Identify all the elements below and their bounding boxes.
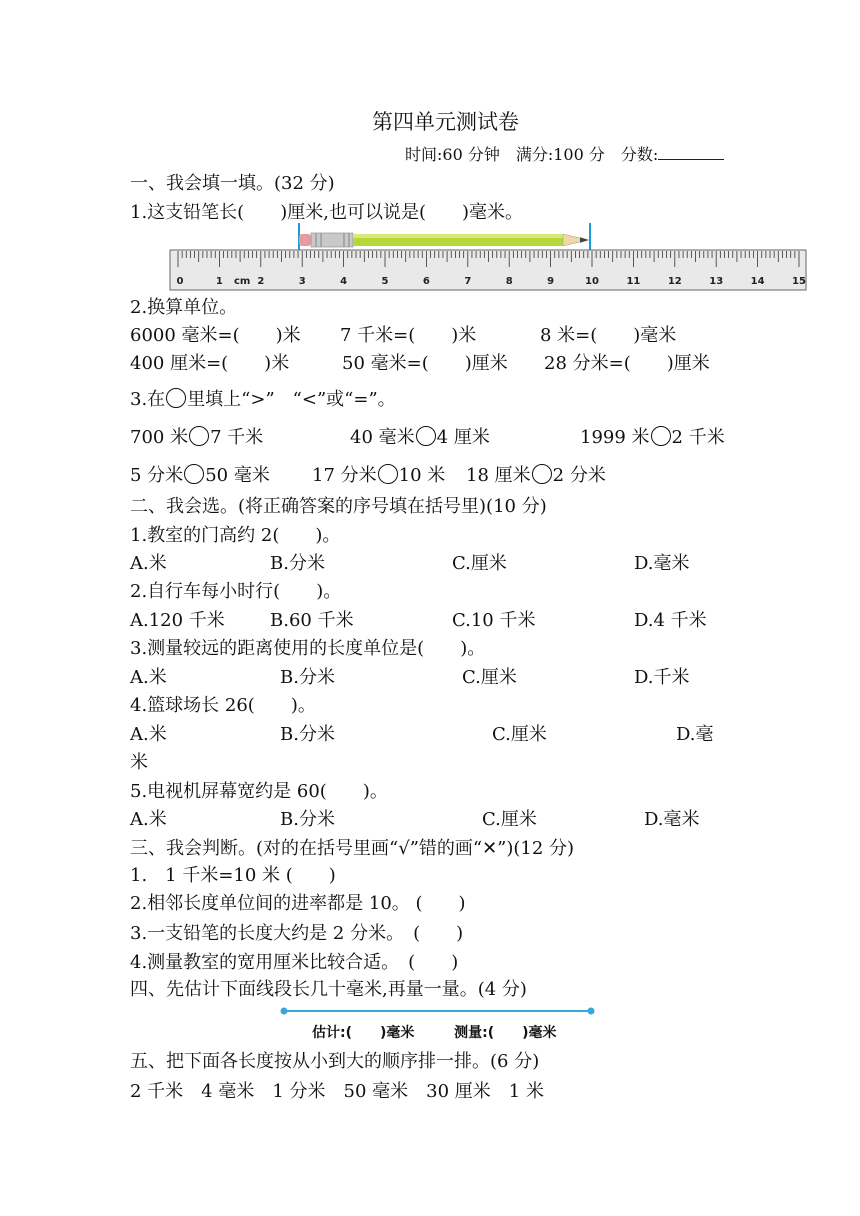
s1-question-3 — [130, 388, 396, 412]
s2-q4-option-b[interactable]: B.分米 — [280, 724, 335, 745]
compare-circle[interactable] — [184, 464, 204, 484]
s2-q2-option-d[interactable]: D.4 千米 — [634, 610, 707, 631]
ruler-number: 4 — [340, 276, 348, 287]
score-blank[interactable] — [658, 145, 724, 160]
cmp-3 — [580, 426, 725, 450]
ruler-number: 12 — [667, 276, 682, 287]
segment-answer-line — [312, 1022, 557, 1042]
s2-q4-option-c[interactable]: C.厘米 — [492, 724, 547, 745]
s1-question-2: 2.换算单位。 — [130, 297, 238, 318]
s2-q5-option-b[interactable]: B.分米 — [280, 809, 335, 830]
conv-6: 28 分米=( )厘米 — [544, 353, 710, 374]
section-3-heading: 三、我会判断。(对的在括号里画“√”错的画“✕”)(12 分) — [130, 838, 575, 859]
ruler-number: 10 — [585, 276, 599, 287]
cmp-left: 17 分米 — [312, 465, 377, 486]
line-segment — [278, 1004, 598, 1018]
ruler-number: 5 — [381, 276, 389, 287]
cmp-left: 40 毫米 — [350, 427, 415, 448]
s2-q3-option-b[interactable]: B.分米 — [280, 667, 335, 688]
conv-4: 400 厘米=( )米 — [130, 353, 290, 374]
measure-label: 测量:( )毫米 — [454, 1025, 557, 1041]
s2-q4-option-d-wrap: 米 — [130, 752, 148, 773]
cmp-right: 4 厘米 — [436, 427, 490, 448]
ruler-number: 2 — [257, 276, 265, 287]
s2-question-2: 2.自行车每小时行( )。 — [130, 581, 342, 602]
ruler-number: 0 — [176, 276, 184, 287]
section-4-heading: 四、先估计下面线段长几十毫米,再量一量。(4 分) — [130, 979, 527, 1000]
s2-q3-option-c[interactable]: C.厘米 — [462, 667, 517, 688]
cmp-left: 18 厘米 — [466, 465, 531, 486]
s2-q3-option-a[interactable]: A.米 — [130, 667, 167, 688]
s2-q4-option-a[interactable]: A.米 — [130, 724, 167, 745]
s2-question-3: 3.测量较远的距离使用的长度单位是( )。 — [130, 638, 486, 659]
s2-q5-option-d[interactable]: D.毫米 — [644, 809, 700, 830]
s2-q2-option-a[interactable]: A.120 千米 — [130, 610, 225, 631]
estimate-label: 估计:( )毫米 — [312, 1025, 415, 1041]
cmp-right: 7 千米 — [210, 427, 264, 448]
s2-q1-option-d[interactable]: D.毫米 — [634, 553, 690, 574]
exam-meta — [405, 143, 724, 167]
cmp-right: 10 米 — [398, 465, 446, 486]
section-5-heading: 五、把下面各长度按从小到大的顺序排一排。(6 分) — [130, 1051, 540, 1072]
ruler-number: 11 — [626, 276, 641, 287]
conv-1: 6000 毫米=( )米 — [130, 325, 301, 346]
s2-q4-option-d[interactable]: D.毫 — [676, 724, 714, 745]
compare-circle[interactable] — [416, 426, 436, 446]
s2-q1-option-c[interactable]: C.厘米 — [452, 553, 507, 574]
ruler-number: cm — [233, 276, 251, 287]
s1-question-1: 1.这支铅笔长( )厘米,也可以说是( )毫米。 — [130, 202, 523, 223]
s2-question-4: 4.篮球场长 26( )。 — [130, 695, 316, 716]
s2-q1-option-a[interactable]: A.米 — [130, 553, 167, 574]
cmp-1 — [130, 426, 263, 450]
ruler-number: 8 — [505, 276, 513, 287]
ruler-number: 1 — [215, 276, 223, 287]
compare-circle[interactable] — [651, 426, 671, 446]
cmp-left: 1999 米 — [580, 427, 650, 448]
ruler-number: 13 — [709, 276, 724, 287]
s2-q2-option-b[interactable]: B.60 千米 — [270, 610, 354, 631]
s2-question-1: 1.教室的门高约 2( )。 — [130, 525, 341, 546]
cmp-5 — [312, 464, 445, 488]
judge-item: 4.测量教室的宽用厘米比较合适。 ( ) — [130, 952, 459, 973]
conv-2: 7 千米=( )米 — [340, 325, 477, 346]
section-1-heading: 一、我会填一填。(32 分) — [130, 173, 335, 194]
s2-q5-option-a[interactable]: A.米 — [130, 809, 167, 830]
circle-icon — [166, 388, 186, 408]
ruler-number: 7 — [464, 276, 472, 287]
s2-q5-option-c[interactable]: C.厘米 — [482, 809, 537, 830]
meta-text: 时间:60 分钟 满分:100 分 分数: — [405, 145, 659, 164]
ruler-number: 3 — [298, 276, 306, 287]
cmp-4 — [130, 464, 270, 488]
ruler-number: 15 — [792, 276, 806, 287]
cmp-left: 700 米 — [130, 427, 189, 448]
q3-part-b: 里填上“>” “<”或“=”。 — [187, 389, 396, 410]
ruler-number: 6 — [422, 276, 430, 287]
cmp-right: 2 千米 — [671, 427, 725, 448]
cmp-2 — [350, 426, 490, 450]
judge-item: 2.相邻长度单位间的进率都是 10。 ( ) — [130, 893, 466, 914]
s2-q2-option-c[interactable]: C.10 千米 — [452, 610, 536, 631]
cmp-right: 50 毫米 — [205, 465, 270, 486]
s2-q3-option-d[interactable]: D.千米 — [634, 667, 690, 688]
conv-3: 8 米=( )毫米 — [540, 325, 677, 346]
q3-part-a: 3.在 — [130, 389, 166, 410]
page-title: 第四单元测试卷 — [372, 110, 519, 134]
cmp-6 — [466, 464, 606, 488]
judge-item: 1. 1 千米=10 米 ( ) — [130, 865, 336, 886]
s2-question-5: 5.电视机屏幕宽约是 60( )。 — [130, 781, 388, 802]
conv-5: 50 毫米=( )厘米 — [342, 353, 508, 374]
cmp-left: 5 分米 — [130, 465, 184, 486]
compare-circle[interactable] — [378, 464, 398, 484]
pencil-icon — [299, 233, 589, 247]
pencil-ruler-figure — [168, 220, 808, 292]
section-2-heading: 二、我会选。(将正确答案的序号填在括号里)(10 分) — [130, 496, 547, 517]
judge-item: 3.一支铅笔的长度大约是 2 分米。 ( ) — [130, 923, 464, 944]
ruler-number: 14 — [750, 276, 765, 287]
compare-circle[interactable] — [189, 426, 209, 446]
ruler-number: 9 — [547, 276, 555, 287]
cmp-right: 2 分米 — [552, 465, 606, 486]
compare-circle[interactable] — [532, 464, 552, 484]
s2-q1-option-b[interactable]: B.分米 — [270, 553, 325, 574]
length-list: 2 千米 4 毫米 1 分米 50 毫米 30 厘米 1 米 — [130, 1081, 544, 1102]
